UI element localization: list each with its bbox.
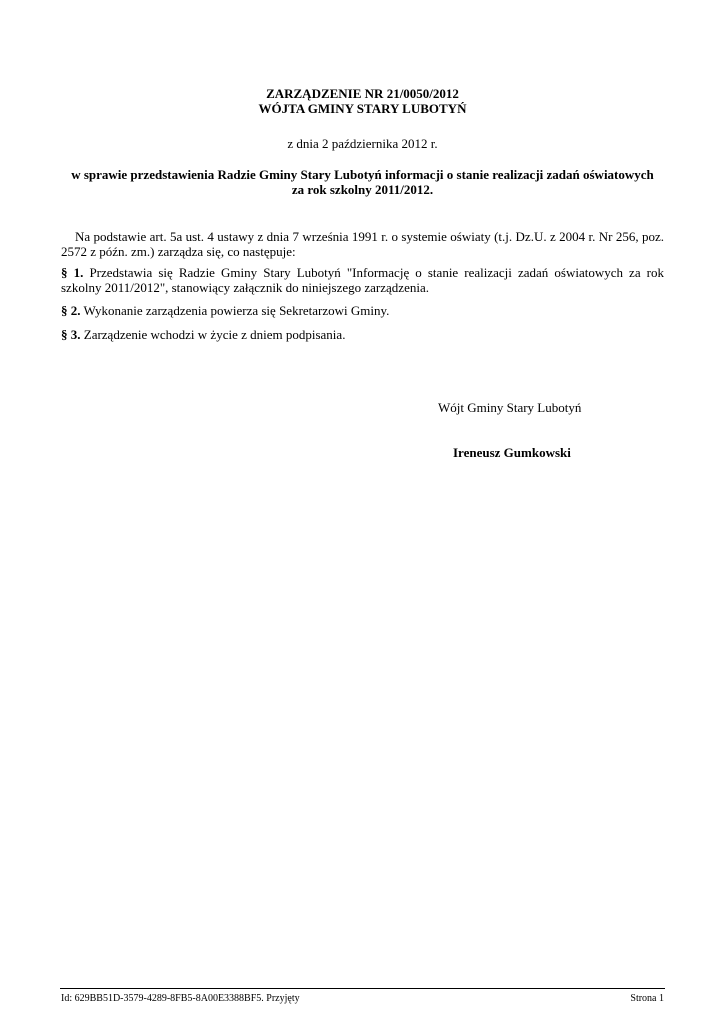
signature-role: Wójt Gminy Stary Lubotyń xyxy=(438,400,582,415)
section-mark: § 1. xyxy=(61,265,84,280)
section-text: Wykonanie zarządzenia powierza się Sekretarzowi Gminy. xyxy=(83,303,390,318)
document-title xyxy=(60,86,665,116)
section-mark: § 2. xyxy=(61,303,81,318)
subject-line-1: w sprawie przedstawienia Radzie Gminy Stary Lubotyń informacji o stanie realizacji zadań oświatowych xyxy=(71,167,654,182)
section-2 xyxy=(61,303,664,318)
title-line-2: WÓJTA GMINY STARY LUBOTYŃ xyxy=(258,101,467,116)
signature-name: Ireneusz Gumkowski xyxy=(453,445,571,460)
section-mark: § 3. xyxy=(61,327,81,342)
footer-page-number: Strona 1 xyxy=(630,993,664,1004)
section-text: Zarządzenie wchodzi w życie z dniem podpisania. xyxy=(83,327,346,342)
title-line-1: ZARZĄDZENIE NR 21/0050/2012 xyxy=(266,86,459,101)
subject-line-2: za rok szkolny 2011/2012. xyxy=(291,182,434,197)
section-3 xyxy=(61,327,664,342)
document-subject xyxy=(60,167,665,197)
document-date: z dnia 2 października 2012 r. xyxy=(287,136,438,151)
section-1 xyxy=(61,265,664,295)
preamble-paragraph: Na podstawie art. 5a ust. 4 ustawy z dnia 7 września 1991 r. o systemie oświaty (t.j. Dz.U. z 2004 r. Nr 256, poz. 2572 z późn. zm.) zarządza się, co następuje: xyxy=(61,229,664,259)
section-text: Przedstawia się Radzie Gminy Stary Lubotyń "Informację o stanie realizacji zadań oświatowych za rok szkolny 2011/2012", stanowiący załącznik do niniejszego zarządzenia. xyxy=(61,265,665,295)
footer-document-id: Id: 629BB51D-3579-4289-8FB5-8A00E3388BF5. Przyjęty xyxy=(61,993,300,1004)
footer-divider xyxy=(60,988,665,989)
